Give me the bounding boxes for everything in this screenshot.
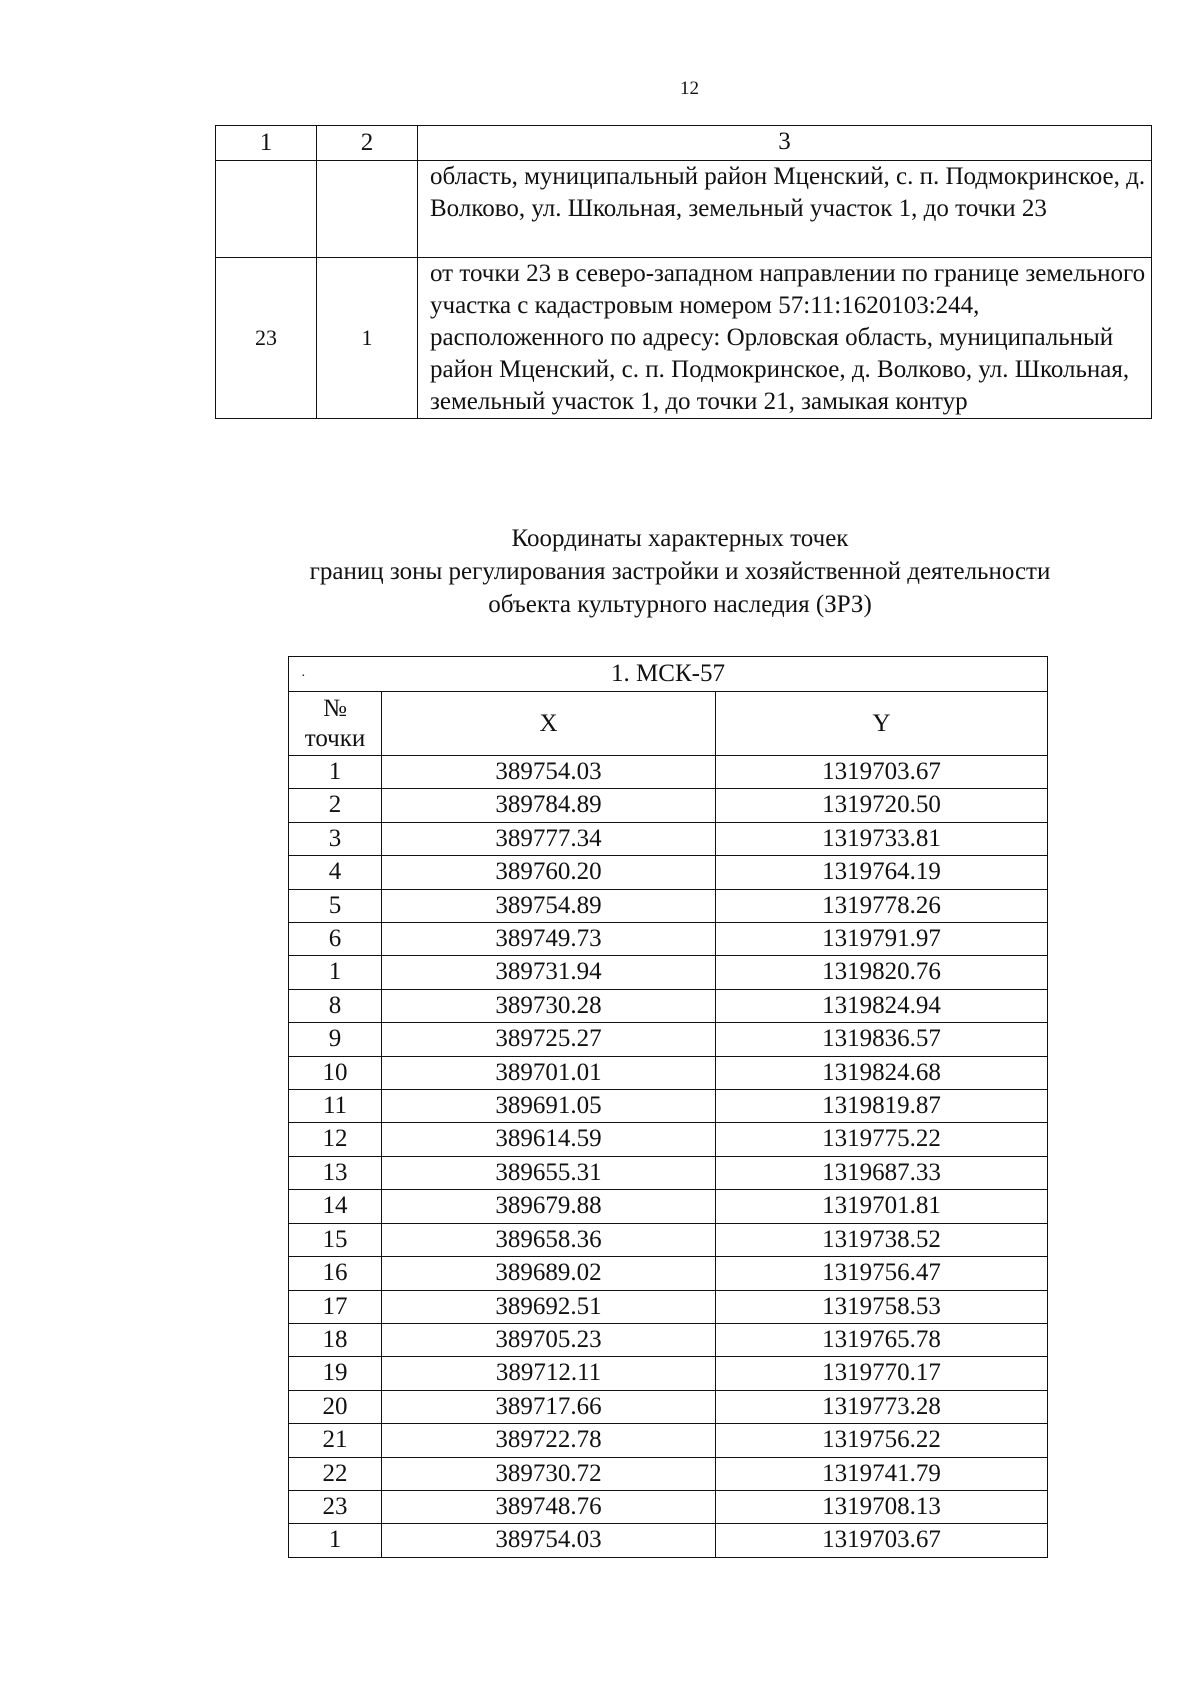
x-coordinate: 389731.94	[382, 956, 716, 989]
point-number: 16	[289, 1257, 382, 1290]
point-number: 9	[289, 1023, 382, 1056]
y-coordinate: 1319824.68	[716, 1056, 1048, 1089]
x-coordinate: 389655.31	[382, 1156, 716, 1189]
header-point-word: точки	[304, 724, 366, 752]
coordinates-header-row	[289, 692, 1048, 756]
from-point: 23	[216, 258, 317, 419]
y-coordinate: 1319765.78	[716, 1323, 1048, 1356]
point-number: 2	[289, 789, 382, 822]
y-coordinate: 1319733.81	[716, 822, 1048, 855]
point-number: 3	[289, 822, 382, 855]
table-row	[289, 856, 1048, 889]
table-row	[289, 1190, 1048, 1223]
table-row	[289, 1223, 1048, 1256]
table-row	[289, 1290, 1048, 1323]
x-coordinate: 389692.51	[382, 1290, 716, 1323]
y-coordinate: 1319720.50	[716, 789, 1048, 822]
coordinate-system-text: 1. МСК-57	[611, 659, 725, 687]
point-number: 6	[289, 923, 382, 956]
coordinates-table	[288, 656, 1048, 1558]
point-number: 5	[289, 889, 382, 922]
x-coordinate: 389730.28	[382, 989, 716, 1022]
x-coordinate: 389730.72	[382, 1457, 716, 1490]
x-coordinate: 389717.66	[382, 1390, 716, 1423]
table-row	[289, 989, 1048, 1022]
point-number: 1	[289, 956, 382, 989]
point-number: 18	[289, 1323, 382, 1356]
x-coordinate: 389725.27	[382, 1023, 716, 1056]
header-y: Y	[716, 692, 1048, 756]
y-coordinate: 1319687.33	[716, 1156, 1048, 1189]
point-number: 10	[289, 1056, 382, 1089]
table-row	[289, 1524, 1048, 1557]
heading-line-3: объекта культурного наследия (ЗРЗ)	[488, 591, 872, 618]
y-coordinate: 1319703.67	[716, 756, 1048, 789]
coordinates-body	[289, 756, 1048, 1558]
table-row	[289, 1323, 1048, 1356]
y-coordinate: 1319773.28	[716, 1390, 1048, 1423]
x-coordinate: 389679.88	[382, 1190, 716, 1223]
table-header-row	[216, 126, 1152, 161]
point-number: 13	[289, 1156, 382, 1189]
x-coordinate: 389760.20	[382, 856, 716, 889]
point-number: 19	[289, 1357, 382, 1390]
x-coordinate: 389784.89	[382, 789, 716, 822]
point-number: 4	[289, 856, 382, 889]
x-coordinate: 389712.11	[382, 1357, 716, 1390]
point-number: 17	[289, 1290, 382, 1323]
heading-line-2: границ зоны регулирования застройки и хозяйственной деятельности	[309, 558, 1051, 585]
point-number: 20	[289, 1390, 382, 1423]
page-number: 12	[680, 78, 699, 99]
point-number: 8	[289, 989, 382, 1022]
heading-line-1: Координаты характерных точек	[511, 525, 849, 552]
header-col-2: 2	[317, 126, 418, 161]
y-coordinate: 1319770.17	[716, 1357, 1048, 1390]
segment-description: область, муниципальный район Мценский, с. п. Подмокринское, д. Волково, ул. Школьная, земельный участок 1, до точки 23	[418, 161, 1152, 258]
scan-dot: ·	[301, 669, 306, 684]
x-coordinate: 389754.03	[382, 1524, 716, 1557]
x-coordinate: 389749.73	[382, 923, 716, 956]
table-row	[289, 1424, 1048, 1457]
x-coordinate: 389658.36	[382, 1223, 716, 1256]
table-row	[289, 889, 1048, 922]
table-row	[289, 1123, 1048, 1156]
header-number-sign: №	[323, 694, 347, 722]
header-col-3: 3	[418, 126, 1152, 161]
header-x: X	[382, 692, 716, 756]
table-row	[289, 1390, 1048, 1423]
table-row	[216, 161, 1152, 258]
table-row	[216, 258, 1152, 419]
y-coordinate: 1319708.13	[716, 1490, 1048, 1523]
boundary-description-table	[215, 125, 1152, 419]
table-row	[289, 1023, 1048, 1056]
y-coordinate: 1319820.76	[716, 956, 1048, 989]
x-coordinate: 389754.03	[382, 756, 716, 789]
table-row	[289, 923, 1048, 956]
table-row	[289, 756, 1048, 789]
header-point-number	[289, 692, 382, 756]
segment-description: от точки 23 в северо-западном направлении по границе земельного участка с кадастровым номером 57:11:1620103:244, расположенного по адресу: Орловская область, муниципальный район Мценский, с. п. Подмокринское, д. Волково, ул. Школьная, земельный участок 1, до точки 21, замыкая контур	[418, 258, 1152, 419]
y-coordinate: 1319791.97	[716, 923, 1048, 956]
point-number: 1	[289, 1524, 382, 1557]
x-coordinate: 389777.34	[382, 822, 716, 855]
table-row	[289, 1257, 1048, 1290]
y-coordinate: 1319824.94	[716, 989, 1048, 1022]
y-coordinate: 1319775.22	[716, 1123, 1048, 1156]
point-number: 12	[289, 1123, 382, 1156]
point-number: 22	[289, 1457, 382, 1490]
y-coordinate: 1319756.22	[716, 1424, 1048, 1457]
point-number: 23	[289, 1490, 382, 1523]
x-coordinate: 389701.01	[382, 1056, 716, 1089]
table-row	[289, 1357, 1048, 1390]
section-heading	[200, 522, 1160, 621]
table-row	[289, 956, 1048, 989]
x-coordinate: 389689.02	[382, 1257, 716, 1290]
x-coordinate: 389691.05	[382, 1090, 716, 1123]
table-row	[289, 1156, 1048, 1189]
y-coordinate: 1319756.47	[716, 1257, 1048, 1290]
table-row	[289, 1457, 1048, 1490]
coordinate-system-label	[289, 657, 1048, 692]
x-coordinate: 389705.23	[382, 1323, 716, 1356]
y-coordinate: 1319738.52	[716, 1223, 1048, 1256]
header-col-1: 1	[216, 126, 317, 161]
point-number: 11	[289, 1090, 382, 1123]
table-row	[289, 1490, 1048, 1523]
x-coordinate: 389614.59	[382, 1123, 716, 1156]
y-coordinate: 1319701.81	[716, 1190, 1048, 1223]
point-number: 14	[289, 1190, 382, 1223]
point-number: 21	[289, 1424, 382, 1457]
y-coordinate: 1319741.79	[716, 1457, 1048, 1490]
x-coordinate: 389754.89	[382, 889, 716, 922]
from-point	[216, 161, 317, 258]
table-row	[289, 1090, 1048, 1123]
table-row	[289, 822, 1048, 855]
y-coordinate: 1319764.19	[716, 856, 1048, 889]
x-coordinate: 389722.78	[382, 1424, 716, 1457]
y-coordinate: 1319703.67	[716, 1524, 1048, 1557]
y-coordinate: 1319836.57	[716, 1023, 1048, 1056]
table-row	[289, 1056, 1048, 1089]
y-coordinate: 1319778.26	[716, 889, 1048, 922]
x-coordinate: 389748.76	[382, 1490, 716, 1523]
table-row	[289, 789, 1048, 822]
to-point: 1	[317, 258, 418, 419]
point-number: 15	[289, 1223, 382, 1256]
to-point	[317, 161, 418, 258]
y-coordinate: 1319819.87	[716, 1090, 1048, 1123]
y-coordinate: 1319758.53	[716, 1290, 1048, 1323]
point-number: 1	[289, 756, 382, 789]
